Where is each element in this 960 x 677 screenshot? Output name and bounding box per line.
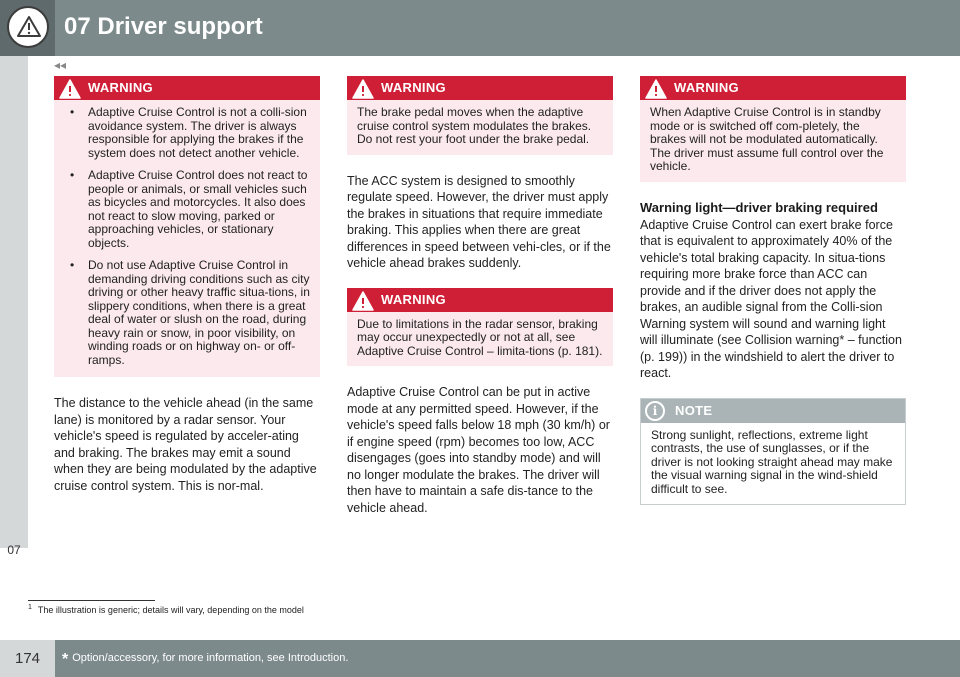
note-title: NOTE <box>675 402 713 418</box>
body-paragraph: Adaptive Cruise Control can be put in active mode at any permitted speed. However, if the vehicle's speed falls below 18 mph (30 km/h) or if engine speed (rpm) becomes too low, ACC disengages (goes into standby mode) and will no longer modulate the brakes. The driver will then have to maintain a safe dis-tance to the vehicle ahead. <box>347 385 610 515</box>
warning-triangle-icon <box>351 290 375 312</box>
list-item: • Adaptive Cruise Control is not a colli-sion avoidance system. The driver is always responsible for applying the brakes if the system does not detect another vehicle. <box>64 106 312 160</box>
warning-box <box>347 76 613 155</box>
page-header <box>0 0 960 56</box>
warning-triangle-icon <box>58 78 82 100</box>
body-paragraph: The ACC system is designed to smoothly regulate speed. However, the driver must apply the brakes in situations that require immediate braking. This applies when there are great differences in speed between vehi-cles, or if the vehicle ahead brakes suddenly. <box>347 173 611 270</box>
note-box <box>640 398 906 506</box>
column-1 <box>54 76 320 510</box>
section-heading: Warning light—driver braking required <box>640 199 878 215</box>
footnote-divider <box>28 600 155 601</box>
footer-note-text: Option/accessory, for more information, see Introduction. <box>72 652 349 664</box>
column-2 <box>347 76 613 532</box>
warning-triangle-icon <box>7 6 49 48</box>
warning-title: WARNING <box>381 291 446 307</box>
warning-body <box>54 100 320 377</box>
previous-page-arrows[interactable]: ◂◂ <box>54 58 67 72</box>
page-footer <box>0 640 960 677</box>
body-paragraph: The distance to the vehicle ahead (in the same lane) is monitored by a radar sensor. Your vehicle's speed is regulated by acceler-ating and braking. The brakes may emit a sound when they are being modulated by the adaptive cruise control system. This is nor-mal. <box>54 396 317 493</box>
body-paragraph: Adaptive Cruise Control can exert brake force that is equivalent to approximately 40% of the vehicle's total braking capacity. In situa-tions requiring more brake force than ACC can provide and if the driver does not apply the brakes, an audible signal from the Colli-sion Warning system will sound and warning light will illuminate (see Collision warning* – function (p. 199)) in the windshield to alert the driver to react. <box>640 217 902 380</box>
warning-box <box>347 288 613 367</box>
footnote <box>28 604 304 615</box>
footer-asterisk: * <box>62 651 69 668</box>
list-item: • Do not use Adaptive Cruise Control in demanding driving conditions such as city driving or other heavy traffic situa-tions, in slippery conditions, when there is a great deal of water or slush on the road, during heavy rain or snow, in poor visibility, on winding roads or on highway on- or off-ramps. <box>64 259 312 367</box>
footnote-marker: 1 <box>28 604 32 611</box>
warning-title: WARNING <box>381 80 446 95</box>
warning-header <box>347 76 613 100</box>
note-header <box>641 399 905 423</box>
warning-bullet-list <box>64 106 312 367</box>
chapter-number: 07 <box>7 543 21 557</box>
warning-header <box>640 76 906 100</box>
warning-triangle-icon <box>644 78 668 100</box>
warning-header <box>347 288 613 312</box>
warning-body: The brake pedal moves when the adaptive cruise control system modulates the brakes. Do not rest your foot under the brake pedal. <box>357 105 592 146</box>
warning-header <box>54 76 320 100</box>
column-3 <box>640 76 906 505</box>
footnote-text: The illustration is generic; details will vary, depending on the model <box>37 605 304 615</box>
warning-body: Due to limitations in the radar sensor, braking may occur unexpectedly or not at all, see Adaptive Cruise Control – limita-tions (p. 181). <box>357 316 603 358</box>
info-icon: i <box>645 401 665 421</box>
footer-note <box>62 651 348 669</box>
page-title: 07 Driver support <box>64 13 263 40</box>
warning-box <box>640 76 906 182</box>
page-number: 174 <box>14 650 41 667</box>
warning-title: WARNING <box>88 80 153 95</box>
warning-box <box>54 76 320 377</box>
warning-body: When Adaptive Cruise Control is in standby mode or is switched off com-pletely, the brakes will not be modulated automatically. The driver must assume full control over the vehicle. <box>650 105 884 173</box>
warning-title: WARNING <box>674 80 739 95</box>
header-icon-box <box>0 0 55 56</box>
page-number-box <box>0 640 55 677</box>
warning-triangle-icon <box>351 78 375 100</box>
chapter-sidebar <box>0 56 28 557</box>
note-body: Strong sunlight, reflections, extreme light contrasts, the use of sunglasses, or if the driver is not looking straight ahead may make the visual warning signal in the wind-shield difficult to see. <box>651 427 893 496</box>
list-item: • Adaptive Cruise Control does not react to people or animals, or small vehicles such as bicycles and motorcycles. It also does not react to slow moving, parked or approaching vehicles, or stationary objects. <box>64 169 312 250</box>
